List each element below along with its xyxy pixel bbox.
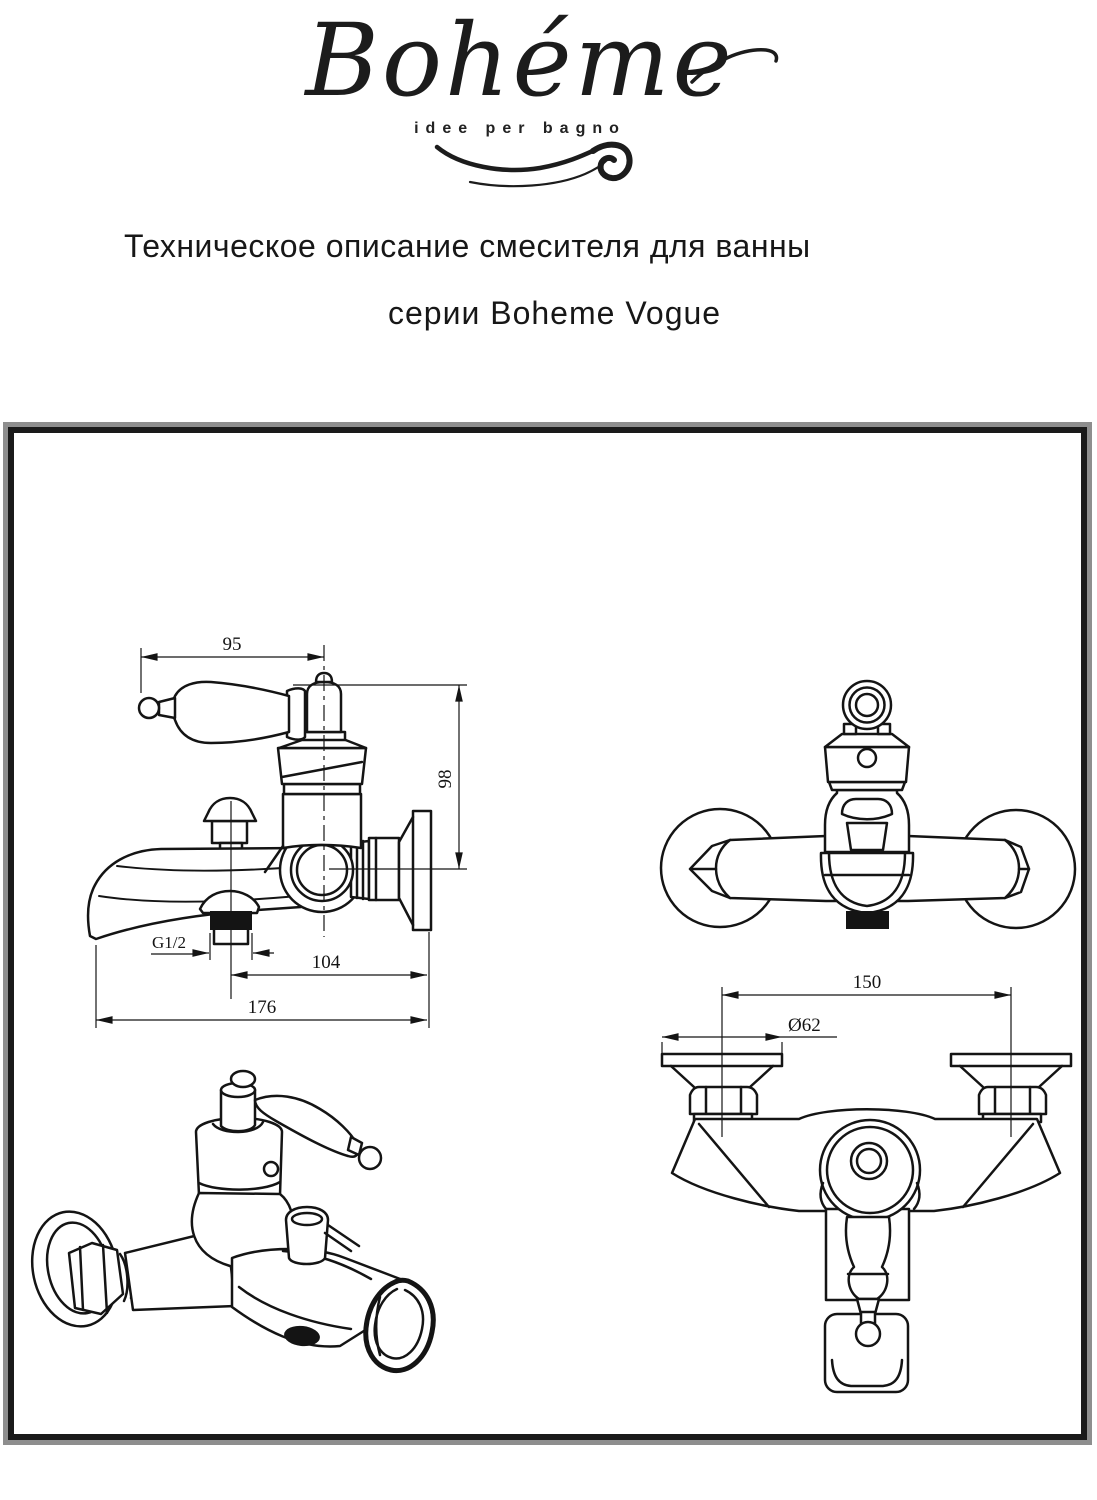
brand-logo-text: Bohéme <box>305 2 735 119</box>
dim-label-98: 98 <box>435 769 456 789</box>
drawing-frame <box>3 422 1092 1445</box>
front-view-drawing <box>661 681 1075 929</box>
doc-title-line2: серии Boheme Vogue <box>388 295 722 331</box>
dim-label-104: 104 <box>311 952 341 973</box>
logo-tail-flourish-icon <box>690 44 785 86</box>
dim-label-176: 176 <box>247 997 277 1018</box>
technical-drawing-canvas <box>14 433 1081 1434</box>
dim-label-d62: Ø62 <box>788 1015 821 1036</box>
doc-title-line1: Техническое описание смесителя для ванны <box>124 228 811 264</box>
dim-label-95: 95 <box>222 634 242 655</box>
dim-label-g12: G1/2 <box>152 933 186 952</box>
brand-logo <box>0 0 1040 200</box>
front-outlet <box>846 911 889 929</box>
isometric-view-drawing <box>22 1071 433 1371</box>
logo-swoosh-icon <box>425 140 640 192</box>
dim-label-150: 150 <box>852 972 882 993</box>
side-view-drawing <box>88 673 431 944</box>
logo-tagline: idee per bagno <box>414 120 626 137</box>
rear-view-drawing <box>662 1054 1071 1392</box>
